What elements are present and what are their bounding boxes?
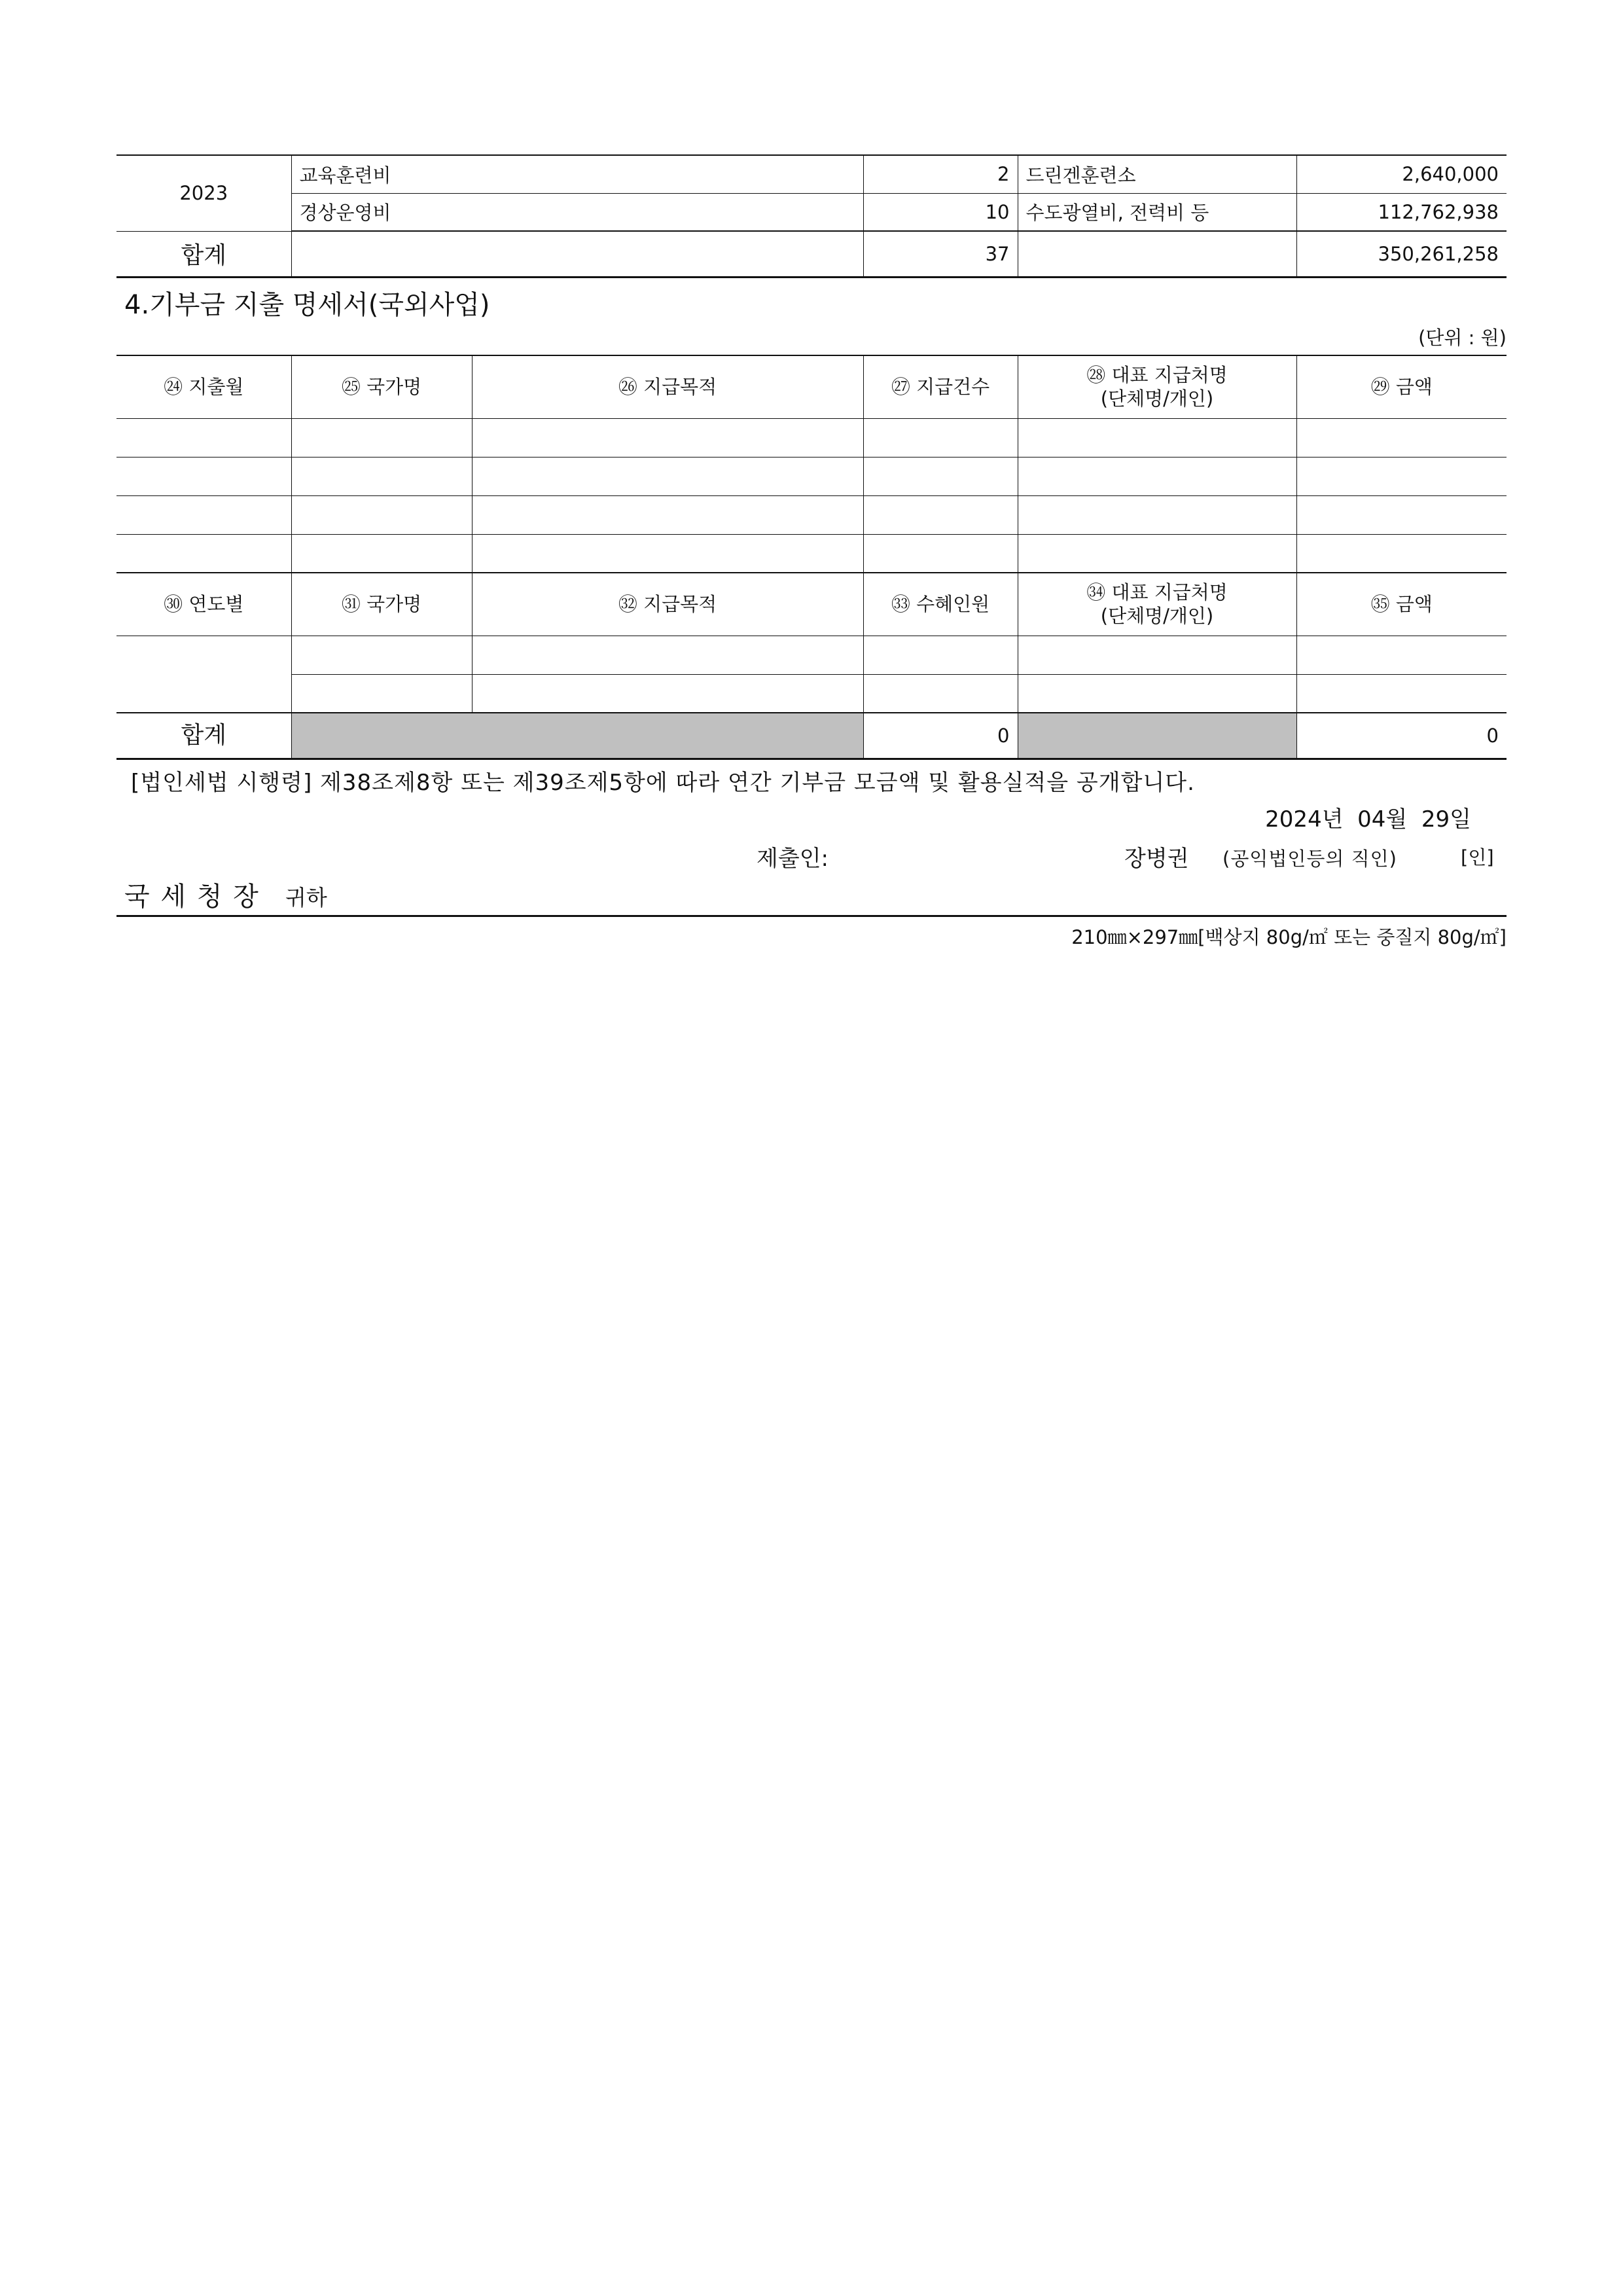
col-header-country: ㉛ 국가명: [291, 573, 472, 636]
submission-date: 2024년 04월 29일: [1265, 806, 1471, 833]
col-header-amount: ㉟ 금액: [1296, 573, 1507, 636]
item-cell: 교육훈련비: [291, 155, 863, 193]
shaded-cell: [291, 713, 863, 759]
year-cell: 2023: [116, 155, 291, 231]
header-row: [116, 573, 1507, 636]
col-header-country: ㉕ 국가명: [291, 355, 472, 418]
recipient-header-line1: ㉞ 대표 지급처명: [1086, 581, 1228, 604]
submitter-name: 장병권: [1124, 846, 1189, 872]
total-row: [116, 713, 1507, 759]
table-row: [116, 457, 1507, 495]
item-cell: 경상운영비: [291, 193, 863, 231]
seal-mark: [인]: [1461, 846, 1494, 869]
recipient-header-line2: (단체명/개인): [1100, 605, 1214, 628]
amount-cell: 2,640,000: [1296, 155, 1507, 193]
amount-cell: 112,762,938: [1296, 193, 1507, 231]
col-header-purpose: ㉖ 지급목적: [472, 355, 863, 418]
total-label: 합계: [116, 713, 291, 759]
col-header-recipient: [1018, 355, 1296, 418]
count-cell: 10: [863, 193, 1018, 231]
recipient-header-line1: ㉘ 대표 지급처명: [1086, 364, 1228, 387]
submitter-label: 제출인:: [757, 846, 829, 872]
count-cell: 2: [863, 155, 1018, 193]
empty-cell: [291, 231, 863, 277]
legal-text: [법인세법 시행령] 제38조제8항 또는 제39조제5항에 따라 연간 기부금 모금액 및 활용실적을 공개합니다.: [131, 770, 1195, 796]
col-header-count: ㉗ 지급건수: [863, 355, 1018, 418]
shaded-cell: [1018, 713, 1296, 759]
section-title: 4.기부금 지출 명세서(국외사업): [124, 290, 490, 320]
table-row: [116, 193, 1507, 231]
unit-label: (단위 : 원): [1418, 327, 1507, 349]
table-row: [116, 674, 1507, 713]
table-row: [116, 636, 1507, 674]
table-row: [116, 534, 1507, 573]
col-header-year: ㉚ 연도별: [116, 573, 291, 636]
paper-spec: 210㎜×297㎜[백상지 80g/㎡ 또는 중질지 80g/㎡]: [1071, 926, 1507, 948]
col-header-amount: ㉙ 금액: [1296, 355, 1507, 418]
total-count: 0: [863, 713, 1018, 759]
submitter-role: (공익법인등의 직인): [1222, 848, 1397, 870]
recipient-cell: 드린겐훈련소: [1018, 155, 1296, 193]
overseas-expense-table: [116, 355, 1507, 760]
col-header-month: ㉔ 지출월: [116, 355, 291, 418]
col-header-recipient: [1018, 573, 1296, 636]
total-label: 합계: [116, 231, 291, 277]
table-row: [116, 495, 1507, 534]
total-amount: 0: [1296, 713, 1507, 759]
recipient-cell: 수도광열비, 전력비 등: [1018, 193, 1296, 231]
total-amount: 350,261,258: [1296, 231, 1507, 277]
empty-cell: [1018, 231, 1296, 277]
total-row: [116, 231, 1507, 277]
table-row: [116, 155, 1507, 193]
addressee: 국 세 청 장: [124, 882, 260, 912]
col-header-beneficiaries: ㉝ 수혜인원: [863, 573, 1018, 636]
donation-usage-table: [116, 154, 1507, 278]
col-header-purpose: ㉜ 지급목적: [472, 573, 863, 636]
total-count: 37: [863, 231, 1018, 277]
header-row: [116, 355, 1507, 418]
recipient-header-line2: (단체명/개인): [1100, 387, 1214, 410]
addressee-suffix: 귀하: [285, 885, 327, 910]
footer-rule: [116, 915, 1507, 917]
table-row: [116, 418, 1507, 457]
